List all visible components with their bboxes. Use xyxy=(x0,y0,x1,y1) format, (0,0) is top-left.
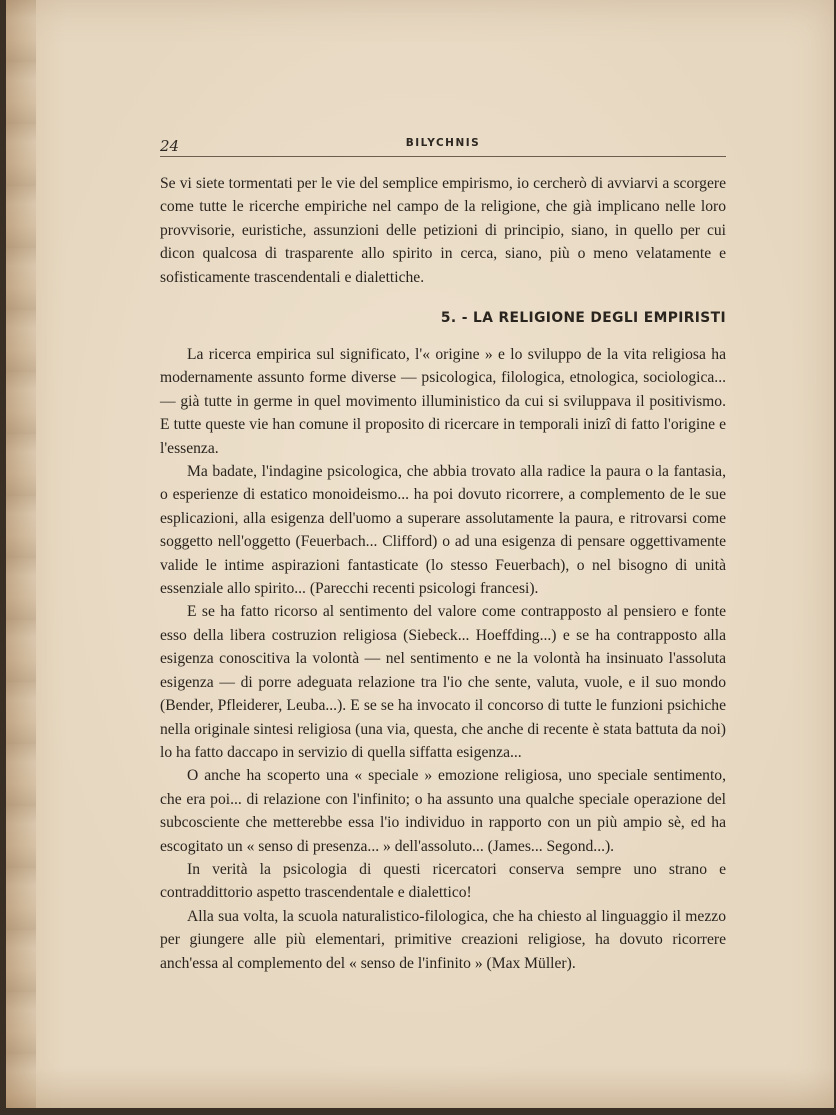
section-title: 5. - LA RELIGIONE DEGLI EMPIRISTI xyxy=(440,310,726,326)
paragraph-6: Alla sua volta, la scuola naturalistico-filologica, che ha chiesto al linguaggio il mezzo per giungere alle più elementari, primitive creazioni religiose, ha dovuto ricorrere anch'essa al complemento del « senso de l'infinito » (Max Müller). xyxy=(160,907,726,972)
page-header xyxy=(160,132,726,157)
paragraph-1: La ricerca empirica sul significato, l'« origine » e lo sviluppo de la vita religiosa ha modernamente assunto forme diverse — psicologica, filologica, etnologica, sociologica... — già tutte in germe in quel movimento illuministico da cui si sviluppava il positivismo. E tutte queste vie han comune il proposito di ricercare in temporali inizî di fatto l'origine e l'essenza. xyxy=(160,346,726,457)
paragraph-4: O anche ha scoperto una « speciale » emozione religiosa, uno speciale sentimento, che era poi... di relazione con l'infinito; o ha assunto una qualche speciale operazione del subcosciente che metterebbe essa l'io individuo in rapporto con un più ampio sè, ed ha escogitato un « senso di presenza... » dell'assoluto... (James... Segond...). xyxy=(160,767,726,855)
paragraph-2: Ma badate, l'indagine psicologica, che abbia trovato alla radice la paura o la fantasia, o esperienze di estatico monoideismo... ha poi dovuto ricorrere, a complemento de le sue esplicazioni, alla esigenza dell'uomo a superare assolutamente la paura, e ritrovarsi come soggetto nell'oggetto (Feuerbach... Clifford) o ad una esigenza di pensare oggettivamente valide le intime aspirazioni fantasticate (lo stesso Feuerbach), o nel bisogno di unità essenziale allo spirito... (Parecchi recenti psicologi francesi). xyxy=(160,463,726,598)
paragraph-3: E se ha fatto ricorso al sentimento del valore come contrapposto al pensiero e fonte esso della libera costruzion religiosa (Siebeck... Hoeffding...) e se ha contrapposto alla esigenza conoscitiva la volontà — nel sentimento e ne la volontà ha insinuato l'assoluta esigenza — di porre adeguata relazione tra l'io che sente, valuta, vuole, e il suo mondo (Bender, Pfleiderer, Leuba...). E se se ha invocato il concorso di tutte le funzioni psichiche nella originale sintesi religiosa (una via, questa, che anche di recente è stata battuta da noi) lo ha fatto daccapo in servizio di quella siffatta esigenza... xyxy=(160,603,726,761)
intro-block xyxy=(160,172,726,289)
paragraph-5: In verità la psicologia di questi ricercatori conserva sempre uno strano e contraddittorio aspetto trascendentale e dialettico! xyxy=(160,860,726,902)
intro-paragraph: Se vi siete tormentati per le vie del semplice empirismo, io cercherò di avviarvi a scorgere come tutte le ricerche empiriche nel campo de la religione, che già implicano nelle loro provvisorie, euristiche, assunzioni delle petizioni di principio, siano, in quello per cui dicon qualcosa di trasparente allo spirito in cerca, siano, più o meno velatamente e sofisticamente trascendentali e dialettiche. xyxy=(160,175,726,286)
running-head: BILYCHNIS xyxy=(405,137,481,149)
worn-page-edge xyxy=(6,0,36,1108)
body-text xyxy=(160,343,726,975)
page-number: 24 xyxy=(160,137,180,155)
